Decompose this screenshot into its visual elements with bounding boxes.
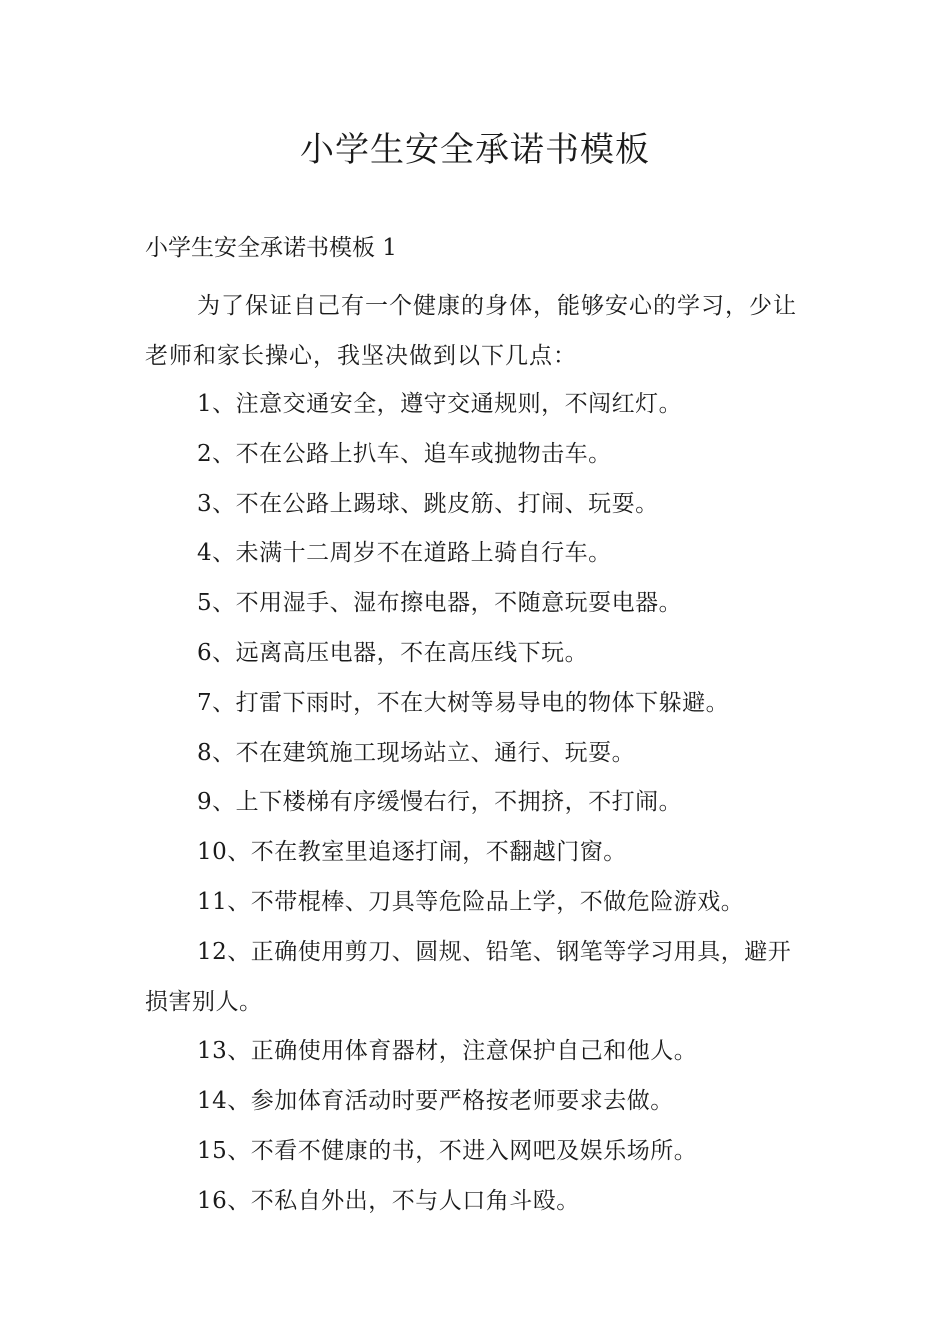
pledge-item: 8、不在建筑施工现场站立、通行、玩耍。 [197,739,636,766]
pledge-item: 5、不用湿手、湿布擦电器，不随意玩耍电器。 [197,590,683,617]
pledge-item: 15、不看不健康的书，不进入网吧及娱乐场所。 [197,1137,698,1164]
pledge-item: 7、打雷下雨时，不在大树等易导电的物体下躲避。 [197,689,730,716]
document-title: 小学生安全承诺书模板 [300,130,650,170]
pledge-item: 2、不在公路上扒车、追车或抛物击车。 [197,440,612,467]
pledge-item: 6、远离高压电器，不在高压线下玩。 [197,639,589,666]
pledge-item: 10、不在教室里追逐打闹，不翻越门窗。 [197,839,627,866]
pledge-item: 13、正确使用体育器材，注意保护自己和他人。 [197,1038,698,1065]
pledge-item: 1、注意交通安全，遵守交通规则，不闯红灯。 [197,391,683,417]
pledge-item: 16、不私自外出，不与人口角斗殴。 [197,1187,580,1214]
pledge-item: 12、正确使用剪刀、圆规、铅笔、钢笔等学习用具，避开损害别人。 [145,938,792,1015]
pledge-item: 14、参加体育活动时要严格按老师要求去做。 [197,1088,674,1115]
pledge-item: 9、上下楼梯有序缓慢右行，不拥挤，不打闹。 [197,789,683,816]
pledge-list [145,380,805,1227]
section-heading: 小学生安全承诺书模板 1 [145,235,397,261]
intro-paragraph: 为了保证自己有一个健康的身体，能够安心的学习，少让老师和家长操心，我坚决做到以下几点： [145,293,797,369]
pledge-item: 3、不在公路上踢球、跳皮筋、打闹、玩耍。 [197,490,659,517]
pledge-item: 4、未满十二周岁不在道路上骑自行车。 [197,540,612,567]
pledge-item: 11、不带棍棒、刀具等危险品上学，不做危险游戏。 [197,888,745,915]
